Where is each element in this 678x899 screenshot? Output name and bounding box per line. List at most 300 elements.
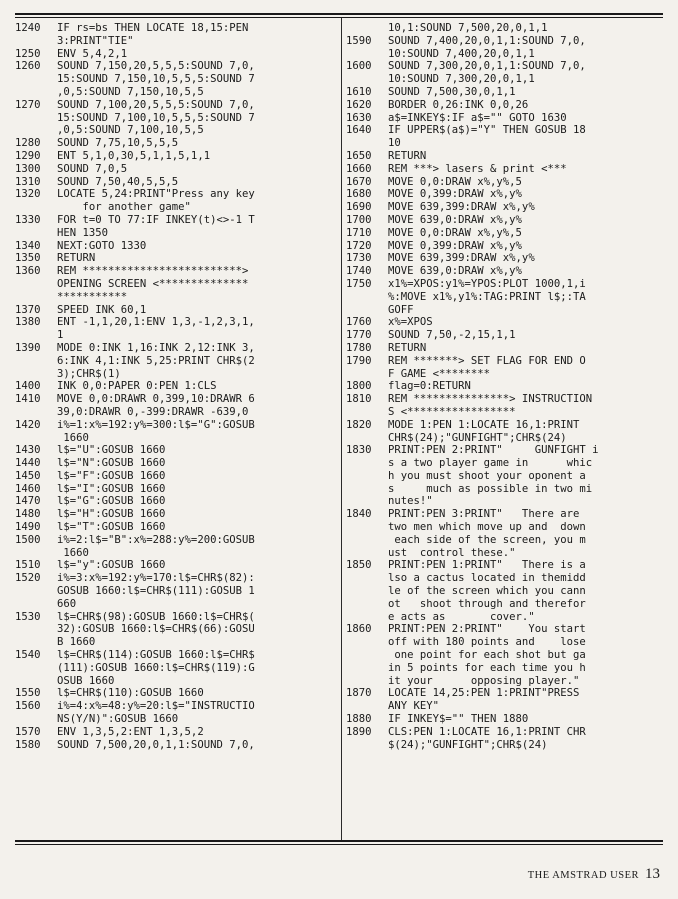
line-number: 1440 <box>15 457 41 470</box>
code-text: SOUND 7,75,10,5,5,5 <box>57 137 179 150</box>
code-text: FOR t=0 TO 77:IF INKEY(t)<>-1 T <box>57 213 255 226</box>
line-number <box>15 86 57 99</box>
line-number: 1550 <box>15 687 41 700</box>
code-text: MOVE 0,399:DRAW x%,y% <box>388 188 522 201</box>
code-text: REM ***> lasers & print <*** <box>388 162 567 175</box>
line-number: 1260 <box>15 60 41 73</box>
listing-line <box>346 726 666 739</box>
listing-line <box>15 112 337 125</box>
listing-line <box>15 457 337 470</box>
code-text: GOFF <box>388 303 414 316</box>
line-number: 1270 <box>15 98 41 111</box>
listing-line <box>15 60 337 73</box>
line-number <box>346 406 388 419</box>
listing-line <box>346 572 666 585</box>
listing-line <box>15 201 337 214</box>
line-number <box>346 611 388 624</box>
listing-line <box>15 188 337 201</box>
code-text: a$=INKEY$:IF a$="" GOTO 1630 <box>388 111 567 124</box>
listing-line <box>15 176 337 189</box>
page-footer <box>528 866 660 883</box>
code-text: IF UPPER$(a$)="Y" THEN GOSUB 18 <box>388 124 586 137</box>
listing-line <box>15 406 337 419</box>
line-number <box>15 124 57 137</box>
code-text: PRINT:PEN 3:PRINT" There are <box>388 508 580 521</box>
code-text: CHR$(24);"GUNFIGHT";CHR$(24) <box>388 431 567 444</box>
line-number: 1880 <box>346 713 372 726</box>
code-text: MOVE 639,0:DRAW x%,y% <box>388 213 522 226</box>
listing-line <box>346 508 666 521</box>
code-text: MOVE 639,399:DRAW x%,y% <box>388 201 535 214</box>
listing-line <box>346 534 666 547</box>
line-number: 1240 <box>15 22 41 34</box>
line-number <box>15 662 57 675</box>
code-text: REM *************************> <box>57 265 249 278</box>
listing-line <box>15 572 337 585</box>
line-number: 1540 <box>15 649 41 662</box>
code-text: INK 0,0:PAPER 0:PEN 1:CLS <box>57 380 217 393</box>
listing-line <box>15 163 337 176</box>
code-text: 3);CHR$(1) <box>57 367 121 380</box>
code-text: l$="y":GOSUB 1660 <box>57 559 166 572</box>
line-number: 1620 <box>346 98 372 111</box>
listing-line <box>15 470 337 483</box>
line-number: 1460 <box>15 482 41 495</box>
line-number: 1380 <box>15 316 41 329</box>
listing-line <box>15 227 337 240</box>
line-number: 1590 <box>346 34 372 47</box>
code-text: two men which move up and down <box>388 521 586 534</box>
line-number <box>346 137 388 150</box>
listing-line <box>346 547 666 560</box>
code-text: l$="F":GOSUB 1660 <box>57 469 166 482</box>
line-number: 1810 <box>346 393 372 406</box>
line-number <box>15 406 57 419</box>
code-text: l$="G":GOSUB 1660 <box>57 495 166 508</box>
line-number: 1730 <box>346 252 372 265</box>
code-text: IF rs=bs THEN LOCATE 18,15:PEN <box>57 22 249 34</box>
line-number <box>15 35 57 48</box>
listing-line <box>346 316 666 329</box>
code-text: SOUND 7,300,20,0,1,1:SOUND 7,0, <box>388 60 586 73</box>
listing-line <box>346 687 666 700</box>
code-text: OSUB 1660 <box>57 674 115 687</box>
magazine-title: THE AMSTRAD USER <box>527 870 639 881</box>
listing-line <box>346 252 666 265</box>
listing-line <box>346 60 666 73</box>
code-text: MOVE 0,0:DRAW x%,y%,5 <box>388 226 522 239</box>
listing-line <box>15 675 337 688</box>
listing-line <box>346 419 666 432</box>
line-number <box>15 598 57 611</box>
code-text: SOUND 7,50,-2,15,1,1 <box>388 329 516 342</box>
line-number: 1770 <box>346 329 372 342</box>
code-text: GOSUB 1660:l$=CHR$(111):GOSUB 1 <box>57 585 255 598</box>
code-text: l$="I":GOSUB 1660 <box>57 482 166 495</box>
line-number: 1840 <box>346 508 372 521</box>
code-text: SOUND 7,50,40,5,5,5 <box>57 175 179 188</box>
listing-line <box>15 585 337 598</box>
code-text: le of the screen which you cann <box>388 585 586 598</box>
code-text: 10,1:SOUND 7,500,20,0,1,1 <box>388 22 548 34</box>
listing-line <box>15 329 337 342</box>
listing-line <box>346 406 666 419</box>
code-text: l$=CHR$(114):GOSUB 1660:l$=CHR$ <box>57 649 255 662</box>
code-text: i%=4:x%=48:y%=20:l$="INSTRUCTIO <box>57 700 255 713</box>
listing-line <box>15 86 337 99</box>
code-text: B 1660 <box>57 636 96 649</box>
listing-line <box>346 163 666 176</box>
line-number: 1520 <box>15 572 41 585</box>
line-number: 1390 <box>15 341 41 354</box>
listing-line <box>346 227 666 240</box>
listing-line <box>15 623 337 636</box>
code-text: OPENING SCREEN <************** <box>57 277 249 290</box>
code-text: 660 <box>57 597 77 610</box>
listing-line <box>346 470 666 483</box>
code-text: ,0,5:SOUND 7,150,10,5,5 <box>57 85 204 98</box>
line-number: 1530 <box>15 610 41 623</box>
line-number <box>15 355 57 368</box>
listing-line <box>15 547 337 560</box>
code-text: 1660 <box>57 431 89 444</box>
line-number: 1510 <box>15 559 41 572</box>
listing-line <box>346 675 666 688</box>
line-number: 1410 <box>15 393 41 406</box>
code-text: IF INKEY$="" THEN 1880 <box>388 713 529 726</box>
code-text: 15:SOUND 7,100,10,5,5,5:SOUND 7 <box>57 111 255 124</box>
code-text: HEN 1350 <box>57 226 109 239</box>
line-number <box>15 329 57 342</box>
line-number: 1420 <box>15 418 41 431</box>
listing-line <box>346 188 666 201</box>
line-number <box>15 636 57 649</box>
code-text: lso a cactus located in themidd <box>388 572 586 585</box>
code-text: LOCATE 14,25:PEN 1:PRINT"PRESS <box>388 687 580 700</box>
page-number: 13 <box>645 866 660 882</box>
code-text: 1 <box>57 329 64 342</box>
code-text: MOVE 0,399:DRAW x%,y% <box>388 239 522 252</box>
listing-line <box>346 483 666 496</box>
listing-line <box>346 73 666 86</box>
listing-line <box>15 278 337 291</box>
line-number <box>346 649 388 662</box>
listing-line <box>346 713 666 726</box>
line-number: 1480 <box>15 508 41 521</box>
listing-line <box>346 611 666 624</box>
code-text: e acts as cover." <box>388 610 535 623</box>
line-number <box>346 304 388 317</box>
code-text: 3:PRINT"TIE" <box>57 34 134 47</box>
line-number <box>346 22 388 35</box>
code-text: MOVE 639,399:DRAW x%,y% <box>388 252 535 265</box>
code-text: l$="N":GOSUB 1660 <box>57 457 166 470</box>
line-number: 1450 <box>15 469 41 482</box>
listing-line <box>15 739 337 752</box>
code-text: ot shoot through and therefor <box>388 597 586 610</box>
listing-line <box>346 662 666 675</box>
line-number: 1890 <box>346 725 372 738</box>
listing-line <box>15 150 337 163</box>
listing-line <box>346 112 666 125</box>
listing-line <box>346 585 666 598</box>
listing-line <box>15 700 337 713</box>
code-text: MOVE 639,0:DRAW x%,y% <box>388 265 522 278</box>
code-text: in 5 points for each time you h <box>388 661 586 674</box>
listing-line <box>15 240 337 253</box>
line-number: 1600 <box>346 60 372 73</box>
line-number <box>346 598 388 611</box>
listing-line <box>346 137 666 150</box>
code-text: LOCATE 5,24:PRINT"Press any key <box>57 188 255 201</box>
code-text: x1%=XPOS:y1%=YPOS:PLOT 1000,1,i <box>388 277 586 290</box>
line-number: 1610 <box>346 85 372 98</box>
listing-line <box>15 214 337 227</box>
listing-line <box>346 99 666 112</box>
line-number: 1710 <box>346 226 372 239</box>
code-text: 15:SOUND 7,150,10,5,5,5:SOUND 7 <box>57 73 255 86</box>
listing-line <box>15 291 337 304</box>
line-number <box>15 291 57 304</box>
line-number: 1290 <box>15 149 41 162</box>
line-number: 1360 <box>15 265 41 278</box>
listing-line <box>346 240 666 253</box>
code-text: 10:SOUND 7,300,20,0,1,1 <box>388 73 535 86</box>
code-text: RETURN <box>57 252 96 265</box>
code-text: ,0,5:SOUND 7,100,10,5,5 <box>57 124 204 137</box>
line-number <box>346 483 388 496</box>
line-number: 1750 <box>346 277 372 290</box>
code-text: PRINT:PEN 2:PRINT" GUNFIGHT i <box>388 444 599 457</box>
listing-line <box>15 99 337 112</box>
code-text: MODE 1:PEN 1:LOCATE 16,1:PRINT <box>388 418 580 431</box>
code-text: one point for each shot but ga <box>388 649 586 662</box>
code-text: 1660 <box>57 546 89 559</box>
code-text: i%=3:x%=192:y%=170:l$=CHR$(82): <box>57 572 255 585</box>
listing-line <box>15 48 337 61</box>
line-number: 1340 <box>15 239 41 252</box>
line-number: 1330 <box>15 213 41 226</box>
listing-line <box>15 342 337 355</box>
listing-line <box>15 380 337 393</box>
line-number: 1820 <box>346 418 372 431</box>
line-number <box>346 291 388 304</box>
code-text: 39,0:DRAWR 0,-399:DRAWR -639,0 <box>57 405 249 418</box>
code-text: ANY KEY" <box>388 700 440 713</box>
listing-line <box>15 649 337 662</box>
listing-line <box>346 623 666 636</box>
code-text: %:MOVE x1%,y1%:TAG:PRINT l$;:TA <box>388 290 586 303</box>
line-number <box>15 432 57 445</box>
line-number <box>15 547 57 560</box>
code-text: s a two player game in whic <box>388 457 593 470</box>
line-number <box>346 572 388 585</box>
listing-line <box>346 265 666 278</box>
code-text: RETURN <box>388 149 427 162</box>
code-text: MOVE 0,0:DRAW x%,y%,5 <box>388 175 522 188</box>
listing-line <box>15 636 337 649</box>
line-number: 1720 <box>346 239 372 252</box>
listing-line <box>346 457 666 470</box>
listing-line <box>346 342 666 355</box>
line-number <box>346 521 388 534</box>
top-rule-thin <box>15 17 663 18</box>
listing-line <box>346 304 666 317</box>
code-text: BORDER 0,26:INK 0,0,26 <box>388 98 529 111</box>
code-text: i%=2:l$="B":x%=288:y%=200:GOSUB <box>57 533 255 546</box>
listing-line <box>15 73 337 86</box>
line-number: 1630 <box>346 111 372 124</box>
code-text: ENT 5,1,0,30,5,1,1,5,1,1 <box>57 149 211 162</box>
line-number <box>15 278 57 291</box>
code-text: ENV 1,3,5,2:ENT 1,3,5,2 <box>57 725 204 738</box>
listing-column-right <box>346 22 666 751</box>
line-number <box>346 547 388 560</box>
line-number <box>346 739 388 752</box>
line-number: 1800 <box>346 380 372 393</box>
code-text: s much as possible in two mi <box>388 482 593 495</box>
listing-line <box>15 368 337 381</box>
code-text: PRINT:PEN 2:PRINT" You start <box>388 623 586 636</box>
line-number: 1580 <box>15 738 41 751</box>
line-number <box>15 73 57 86</box>
code-text: 10:SOUND 7,400,20,0,1,1 <box>388 47 535 60</box>
listing-line <box>346 559 666 572</box>
listing-line <box>15 419 337 432</box>
listing-line <box>15 611 337 624</box>
line-number: 1640 <box>346 124 372 137</box>
line-number: 1660 <box>346 162 372 175</box>
code-text: SOUND 7,500,20,0,1,1:SOUND 7,0, <box>57 738 255 751</box>
line-number: 1490 <box>15 521 41 534</box>
listing-line <box>346 124 666 137</box>
line-number <box>346 48 388 61</box>
line-number: 1830 <box>346 444 372 457</box>
line-number: 1860 <box>346 623 372 636</box>
code-text: 6:INK 4,1:INK 5,25:PRINT CHR$(2 <box>57 354 255 367</box>
code-text: SOUND 7,500,30,0,1,1 <box>388 85 516 98</box>
code-text: RETURN <box>388 341 427 354</box>
code-text: l$="T":GOSUB 1660 <box>57 521 166 534</box>
line-number: 1560 <box>15 700 41 713</box>
code-text: SOUND 7,150,20,5,5,5:SOUND 7,0, <box>57 60 255 73</box>
line-number: 1310 <box>15 175 41 188</box>
line-number: 1320 <box>15 188 41 201</box>
listing-line <box>15 393 337 406</box>
listing-line <box>346 393 666 406</box>
code-text: SPEED INK 60,1 <box>57 303 147 316</box>
line-number <box>346 457 388 470</box>
line-number <box>15 112 57 125</box>
listing-line <box>15 432 337 445</box>
line-number: 1690 <box>346 201 372 214</box>
listing-line <box>15 495 337 508</box>
listing-line <box>15 713 337 726</box>
line-number <box>346 700 388 713</box>
column-divider <box>341 18 342 840</box>
bottom-rule <box>15 840 663 842</box>
line-number: 1570 <box>15 725 41 738</box>
code-text: S <***************** <box>388 405 516 418</box>
code-text: NS(Y/N)":GOSUB 1660 <box>57 713 179 726</box>
listing-line <box>346 368 666 381</box>
listing-line <box>346 355 666 368</box>
listing-line <box>15 662 337 675</box>
code-text: MODE 0:INK 1,16:INK 2,12:INK 3, <box>57 341 255 354</box>
line-number: 1790 <box>346 354 372 367</box>
listing-line <box>346 291 666 304</box>
code-text: flag=0:RETURN <box>388 380 471 393</box>
listing-line <box>15 521 337 534</box>
line-number <box>346 534 388 547</box>
code-text: *********** <box>57 290 128 303</box>
code-text: ust control these." <box>388 546 516 559</box>
code-text: each side of the screen, you m <box>388 533 586 546</box>
line-number <box>346 636 388 649</box>
listing-line <box>346 329 666 342</box>
line-number: 1760 <box>346 316 372 329</box>
listing-line <box>346 278 666 291</box>
line-number <box>15 368 57 381</box>
code-text: nutes!" <box>388 495 433 508</box>
listing-line <box>346 739 666 752</box>
listing-line <box>346 86 666 99</box>
listing-line <box>346 150 666 163</box>
listing-line <box>346 432 666 445</box>
code-text: ENV 5,4,2,1 <box>57 47 128 60</box>
line-number <box>346 432 388 445</box>
listing-line <box>15 355 337 368</box>
line-number <box>15 585 57 598</box>
code-text: l$=CHR$(110):GOSUB 1660 <box>57 687 204 700</box>
listing-line <box>346 649 666 662</box>
line-number <box>346 368 388 381</box>
line-number: 1250 <box>15 47 41 60</box>
code-text: h you must shoot your oponent a <box>388 469 586 482</box>
line-number: 1400 <box>15 380 41 393</box>
listing-line <box>15 252 337 265</box>
line-number <box>346 73 388 86</box>
code-text: for another game" <box>57 201 191 214</box>
code-text: REM *******> SET FLAG FOR END O <box>388 354 586 367</box>
code-text: NEXT:GOTO 1330 <box>57 239 147 252</box>
code-text: F GAME <******** <box>388 367 491 380</box>
line-number <box>15 227 57 240</box>
top-rule <box>15 13 663 15</box>
code-text: l$="U":GOSUB 1660 <box>57 444 166 457</box>
listing-line <box>15 22 337 35</box>
code-text: ENT -1,1,20,1:ENV 1,3,-1,2,3,1, <box>57 316 255 329</box>
line-number: 1680 <box>346 188 372 201</box>
code-text: off with 180 points and lose <box>388 636 586 649</box>
code-text: i%=1:x%=192:y%=300:l$="G":GOSUB <box>57 418 255 431</box>
line-number: 1740 <box>346 265 372 278</box>
listing-line <box>15 444 337 457</box>
listing-line <box>346 495 666 508</box>
listing-line <box>15 687 337 700</box>
listing-line <box>15 534 337 547</box>
line-number: 1870 <box>346 687 372 700</box>
code-text: SOUND 7,400,20,0,1,1:SOUND 7,0, <box>388 34 586 47</box>
line-number <box>15 623 57 636</box>
listing-line <box>346 201 666 214</box>
line-number: 1350 <box>15 252 41 265</box>
listing-line <box>15 483 337 496</box>
listing-line <box>15 316 337 329</box>
listing-line <box>346 598 666 611</box>
line-number: 1370 <box>15 303 41 316</box>
line-number: 1280 <box>15 137 41 150</box>
